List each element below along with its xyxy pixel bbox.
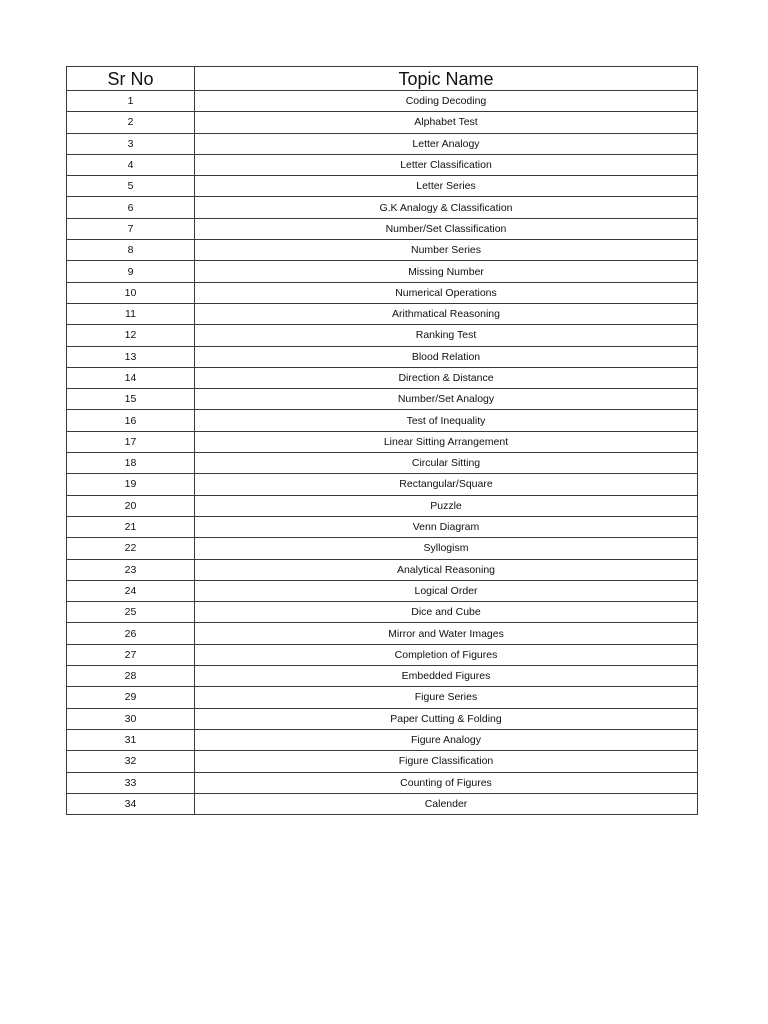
sr-no-cell: 8	[67, 240, 195, 261]
table-row	[67, 538, 698, 559]
table-row	[67, 666, 698, 687]
sr-no-cell: 29	[67, 687, 195, 708]
topic-name-cell: Embedded Figures	[195, 666, 698, 687]
table-row	[67, 729, 698, 750]
sr-no-cell: 19	[67, 474, 195, 495]
sr-no-cell: 30	[67, 708, 195, 729]
sr-no-cell: 21	[67, 516, 195, 537]
topic-name-cell: Syllogism	[195, 538, 698, 559]
header-topic-name: Topic Name	[195, 67, 698, 91]
table-row	[67, 772, 698, 793]
topic-name-cell: Numerical Operations	[195, 282, 698, 303]
table-row	[67, 240, 698, 261]
sr-no-cell: 3	[67, 133, 195, 154]
table-row	[67, 623, 698, 644]
table-row	[67, 176, 698, 197]
topic-name-cell: Paper Cutting & Folding	[195, 708, 698, 729]
sr-no-cell: 24	[67, 580, 195, 601]
sr-no-cell: 9	[67, 261, 195, 282]
sr-no-cell: 10	[67, 282, 195, 303]
sr-no-cell: 2	[67, 112, 195, 133]
table-row	[67, 793, 698, 814]
table-row	[67, 495, 698, 516]
topic-name-cell: Number/Set Analogy	[195, 389, 698, 410]
topic-name-cell: Number/Set Classification	[195, 218, 698, 239]
table-row	[67, 367, 698, 388]
topic-name-cell: Figure Series	[195, 687, 698, 708]
sr-no-cell: 14	[67, 367, 195, 388]
topic-name-cell: Test of Inequality	[195, 410, 698, 431]
topic-name-cell: Blood Relation	[195, 346, 698, 367]
topic-name-cell: G.K Analogy & Classification	[195, 197, 698, 218]
table-row	[67, 708, 698, 729]
header-sr-no: Sr No	[67, 67, 195, 91]
topic-name-cell: Number Series	[195, 240, 698, 261]
sr-no-cell: 32	[67, 751, 195, 772]
sr-no-cell: 6	[67, 197, 195, 218]
topic-name-cell: Mirror and Water Images	[195, 623, 698, 644]
table-row	[67, 410, 698, 431]
table-row	[67, 602, 698, 623]
table-row	[67, 325, 698, 346]
table-row	[67, 303, 698, 324]
topic-name-cell: Dice and Cube	[195, 602, 698, 623]
sr-no-cell: 25	[67, 602, 195, 623]
table-row	[67, 751, 698, 772]
topic-name-cell: Rectangular/Square	[195, 474, 698, 495]
topic-name-cell: Puzzle	[195, 495, 698, 516]
sr-no-cell: 18	[67, 453, 195, 474]
sr-no-cell: 12	[67, 325, 195, 346]
table-row	[67, 559, 698, 580]
sr-no-cell: 26	[67, 623, 195, 644]
topic-name-cell: Letter Series	[195, 176, 698, 197]
table-row	[67, 218, 698, 239]
sr-no-cell: 23	[67, 559, 195, 580]
topic-name-cell: Calender	[195, 793, 698, 814]
topic-name-cell: Arithmatical Reasoning	[195, 303, 698, 324]
table-row	[67, 197, 698, 218]
table-row	[67, 453, 698, 474]
topic-name-cell: Circular Sitting	[195, 453, 698, 474]
table-row	[67, 389, 698, 410]
topic-name-cell: Letter Analogy	[195, 133, 698, 154]
sr-no-cell: 16	[67, 410, 195, 431]
sr-no-cell: 7	[67, 218, 195, 239]
table-row	[67, 516, 698, 537]
table-row	[67, 474, 698, 495]
topic-name-cell: Figure Analogy	[195, 729, 698, 750]
topic-name-cell: Counting of Figures	[195, 772, 698, 793]
table-row	[67, 282, 698, 303]
topic-name-cell: Coding Decoding	[195, 91, 698, 112]
sr-no-cell: 15	[67, 389, 195, 410]
topic-name-cell: Alphabet Test	[195, 112, 698, 133]
sr-no-cell: 13	[67, 346, 195, 367]
table-body	[67, 91, 698, 815]
sr-no-cell: 1	[67, 91, 195, 112]
sr-no-cell: 20	[67, 495, 195, 516]
sr-no-cell: 22	[67, 538, 195, 559]
sr-no-cell: 27	[67, 644, 195, 665]
topic-name-cell: Letter Classification	[195, 154, 698, 175]
table-header	[67, 67, 698, 91]
sr-no-cell: 33	[67, 772, 195, 793]
sr-no-cell: 34	[67, 793, 195, 814]
topic-name-cell: Logical Order	[195, 580, 698, 601]
table-row	[67, 154, 698, 175]
table-row	[67, 133, 698, 154]
sr-no-cell: 31	[67, 729, 195, 750]
topic-name-cell: Analytical Reasoning	[195, 559, 698, 580]
topic-name-cell: Ranking Test	[195, 325, 698, 346]
table-row	[67, 644, 698, 665]
sr-no-cell: 5	[67, 176, 195, 197]
table-row	[67, 346, 698, 367]
sr-no-cell: 17	[67, 431, 195, 452]
topic-name-cell: Completion of Figures	[195, 644, 698, 665]
topic-name-cell: Linear Sitting Arrangement	[195, 431, 698, 452]
topic-name-cell: Figure Classification	[195, 751, 698, 772]
table-row	[67, 112, 698, 133]
table-row	[67, 91, 698, 112]
topic-name-cell: Missing Number	[195, 261, 698, 282]
sr-no-cell: 11	[67, 303, 195, 324]
sr-no-cell: 28	[67, 666, 195, 687]
sr-no-cell: 4	[67, 154, 195, 175]
topics-table	[66, 66, 698, 815]
topic-name-cell: Venn Diagram	[195, 516, 698, 537]
header-row	[67, 67, 698, 91]
topic-name-cell: Direction & Distance	[195, 367, 698, 388]
table-row	[67, 687, 698, 708]
table-row	[67, 580, 698, 601]
table-row	[67, 431, 698, 452]
table-row	[67, 261, 698, 282]
